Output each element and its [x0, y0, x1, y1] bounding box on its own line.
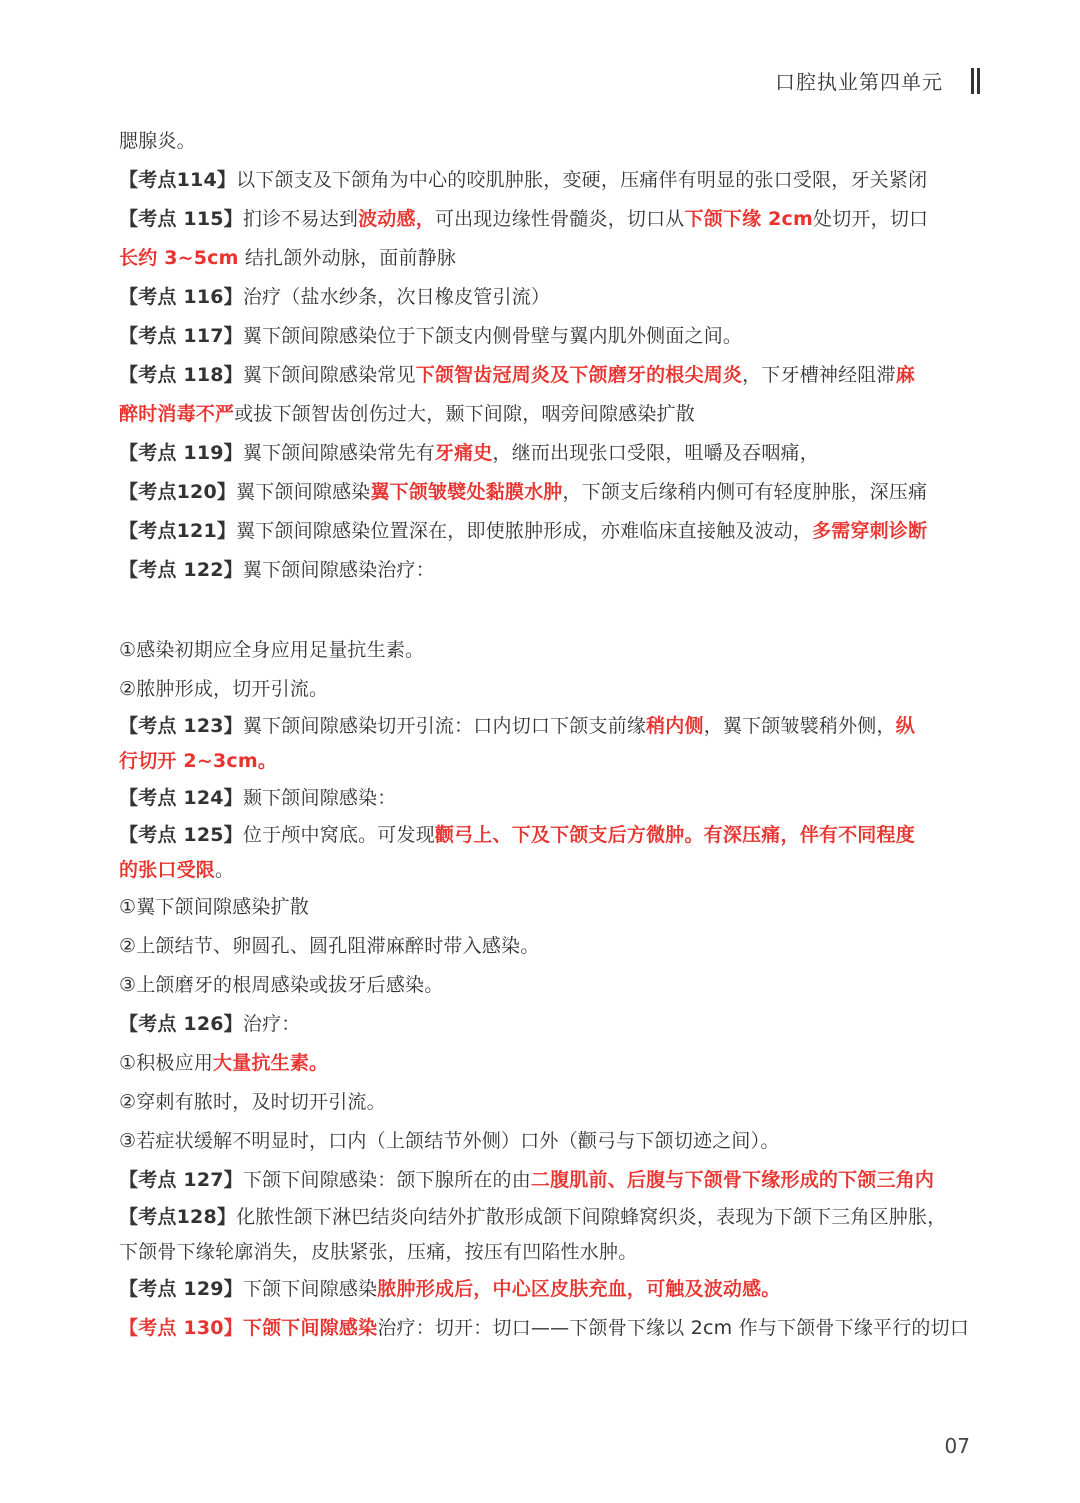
point-label: 【考点120】	[119, 481, 237, 503]
point-label: 【考点114】	[119, 169, 237, 191]
exam-point-122	[119, 551, 969, 590]
list-item	[119, 888, 969, 927]
highlight-text: 多需穿刺诊断	[812, 520, 928, 542]
point-label: 【考点 119】	[119, 442, 243, 464]
line-text: 翼下颌间隙感染治疗：	[242, 559, 435, 581]
line-text: 颞下颌间隙感染：	[242, 787, 397, 809]
line-text: 腮腺炎。	[119, 130, 196, 152]
line-text: 翼下颌间隙感染位置深在，即使脓肿形成，亦难临床直接触及波动，	[236, 520, 813, 542]
highlight-text: 醉时消毒不严	[119, 403, 235, 425]
line-text: 翼下颌间隙感染位于下颌支内侧骨壁与翼内肌外侧面之间。	[242, 325, 743, 347]
line-text: 下颌下间隙感染：颌下腺所在的由	[242, 1169, 531, 1191]
exam-point-128	[119, 1200, 969, 1235]
page-header	[775, 66, 980, 95]
point-label: 【考点 122】	[119, 559, 243, 581]
line-text: 翼下颌间隙感染切开引流：口内切口下颌支前缘	[242, 715, 647, 737]
point-label: 【考点 124】	[119, 787, 243, 809]
list-item	[119, 1083, 969, 1122]
line-text: ，翼下颌皱襞稍外侧，	[703, 715, 896, 737]
line-text: ②上颌结节、卵圆孔、圆孔阻滞麻醉时带入感染。	[119, 935, 540, 957]
point-label: 【考点 123】	[119, 715, 243, 737]
line-text: 扪诊不易达到	[242, 208, 359, 230]
exam-point-124	[119, 779, 969, 818]
page-number: 07	[944, 1434, 970, 1458]
point-label: 【考点 117】	[119, 325, 243, 347]
line-text: ①积极应用	[119, 1052, 214, 1074]
line-text: 下颌下间隙感染	[242, 1278, 378, 1300]
highlight-text: 长约 3~5cm	[119, 247, 239, 269]
exam-point-126	[119, 1005, 969, 1044]
header-bar-mark	[971, 68, 980, 94]
line-text: 下颌骨下缘轮廓消失，皮肤紧张，压痛，按压有凹陷性水肿。	[119, 1241, 638, 1263]
highlight-text: 颧弓上、下及下颌支后方微肿。有深压痛，伴有不同程度	[434, 824, 915, 846]
line-text: 翼下颌间隙感染常先有	[242, 442, 435, 464]
line-text: 可出现边缘性骨髓炎，切口从	[434, 208, 685, 230]
highlight-text: 麻	[895, 364, 915, 386]
point-label: 【考点 118】	[119, 364, 243, 386]
line-text: 治疗：切开：切口——下颌骨下缘以 2cm 作与下颌骨下缘平行的切口	[377, 1317, 970, 1339]
line-text: ②穿刺有脓时，及时切开引流。	[119, 1091, 386, 1113]
list-item	[119, 1044, 969, 1083]
highlight-text: 下颌下间隙感染	[242, 1317, 378, 1339]
text-line	[119, 395, 969, 434]
highlight-text: 牙痛史	[434, 442, 493, 464]
line-text: 处切开，切口	[813, 208, 929, 230]
line-text: 治疗：	[242, 1013, 301, 1035]
highlight-text: 下颌智齿冠周炎及下颌磨牙的根尖周炎	[415, 364, 743, 386]
line-text: ①翼下颌间隙感染扩散	[119, 896, 310, 918]
text-line	[119, 1235, 969, 1270]
point-label: 【考点 126】	[119, 1013, 243, 1035]
exam-point-127	[119, 1161, 969, 1200]
line-text: 结扎颌外动脉，面前静脉	[244, 247, 457, 269]
line-text: 化脓性颌下淋巴结炎向结外扩散形成颌下间隙蜂窝织炎，表现为下颌下三角区肿胀，	[236, 1206, 947, 1228]
line-text: ②脓肿形成，切开引流。	[119, 678, 329, 700]
line-text: ③若症状缓解不明显时，口内（上颌结节外侧）口外（颧弓与下颌切迹之间）。	[119, 1130, 780, 1152]
list-item	[119, 966, 969, 1005]
highlight-text: 翼下颌皱襞处黏膜水肿	[370, 481, 563, 503]
line-text: ①感染初期应全身应用足量抗生素。	[119, 639, 425, 661]
exam-point-129	[119, 1270, 969, 1309]
list-item	[119, 1122, 969, 1161]
line-text: 。	[215, 859, 235, 881]
exam-point-121	[119, 512, 969, 551]
exam-point-116	[119, 278, 969, 317]
highlight-text: 的张口受限	[119, 859, 216, 881]
exam-point-117	[119, 317, 969, 356]
highlight-text: 下颌下缘 2cm	[684, 208, 814, 230]
line-text: ，下牙槽神经阻滞	[742, 364, 896, 386]
exam-point-115	[119, 200, 969, 239]
point-label: 【考点121】	[119, 520, 237, 542]
point-label: 【考点 116】	[119, 286, 243, 308]
point-label: 【考点 115】	[119, 208, 243, 230]
text-line	[119, 744, 969, 779]
point-label: 【考点 130】	[119, 1317, 243, 1339]
highlight-text: 脓肿形成后，中心区皮肤充血，可触及波动感。	[377, 1278, 781, 1300]
text-line	[119, 239, 969, 278]
line-text: 位于颅中窝底。可发现	[242, 824, 435, 846]
line-text: ③上颌磨牙的根周感染或拔牙后感染。	[119, 974, 444, 996]
exam-point-114	[119, 161, 969, 200]
list-item	[119, 670, 969, 709]
text-line	[119, 122, 969, 161]
point-label: 【考点 125】	[119, 824, 243, 846]
list-item	[119, 631, 969, 670]
line-text: ，下颌支后缘稍内侧可有轻度肿胀，深压痛	[562, 481, 928, 503]
point-label: 【考点 129】	[119, 1278, 243, 1300]
exam-point-119	[119, 434, 969, 473]
highlight-text: 纵	[895, 715, 915, 737]
exam-point-125	[119, 818, 969, 853]
line-text: 以下颌支及下颌角为中心的咬肌肿胀，变硬，压痛伴有明显的张口受限，牙关紧闭	[236, 169, 928, 191]
line-text: 翼下颌间隙感染常见	[242, 364, 416, 386]
highlight-text: 大量抗生素。	[213, 1052, 329, 1074]
blank-space	[119, 590, 969, 631]
line-text: 治疗（盐水纱条，次日橡皮管引流）	[242, 286, 551, 308]
highlight-text: 波动感，	[358, 208, 435, 230]
exam-point-130	[119, 1309, 969, 1348]
list-item	[119, 927, 969, 966]
point-label: 【考点128】	[119, 1206, 237, 1228]
highlight-text: 稍内侧	[646, 715, 704, 737]
highlight-text: 二腹肌前、后腹与下颌骨下缘形成的下颌三角内	[530, 1169, 935, 1191]
line-text: ，继而出现张口受限，咀嚼及吞咽痛，	[492, 442, 819, 464]
highlight-text: 行切开 2~3cm。	[119, 750, 278, 772]
exam-point-118	[119, 356, 969, 395]
header-title: 口腔执业第四单元	[775, 70, 943, 94]
exam-point-120	[119, 473, 969, 512]
line-text: 或拔下颌智齿创伤过大，颞下间隙，咽旁间隙感染扩散	[234, 403, 696, 425]
text-line	[119, 853, 969, 888]
point-label: 【考点 127】	[119, 1169, 243, 1191]
line-text: 翼下颌间隙感染	[236, 481, 371, 503]
exam-point-123	[119, 709, 969, 744]
page-body	[119, 122, 969, 1348]
